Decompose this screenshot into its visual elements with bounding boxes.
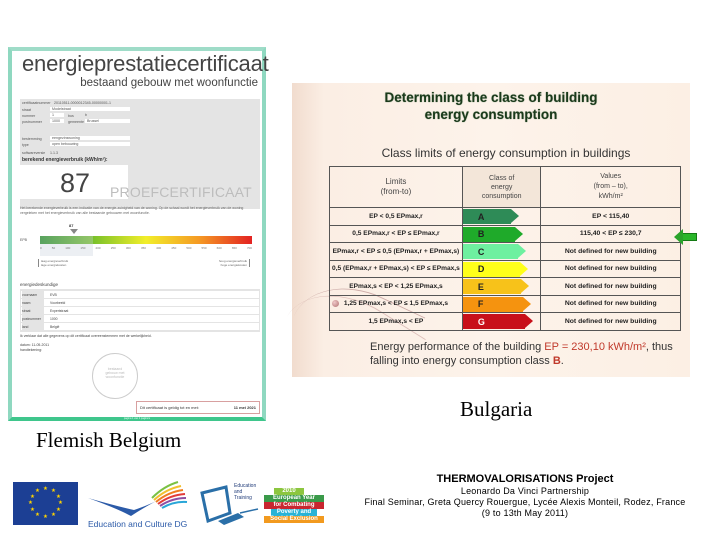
scale-legend-low — [38, 259, 68, 267]
ey-line: Social Exclusion — [264, 516, 324, 523]
star-icon: ★ — [56, 494, 61, 500]
ey-line: Poverty and — [271, 509, 317, 516]
field-certificate-number-label: certificaatnummer — [22, 101, 51, 105]
scale-legend-high — [219, 259, 250, 267]
stamp-line: woonfunctie — [105, 375, 125, 379]
header-text: (from-to) — [380, 187, 412, 196]
row-values: Not defined for new building — [541, 313, 681, 331]
stamp-line: bestaand — [107, 367, 123, 371]
field-bus-value: b — [85, 113, 87, 117]
field-street-label: straat — [22, 108, 31, 112]
expert-row-value: België — [50, 324, 60, 329]
field-bus-label: bus — [68, 114, 74, 118]
conformity-statement: Ik verklaar dat alle gegevens op dit certificaat overeenstemmen met de werkelijkheid. — [20, 334, 152, 338]
scale-tick: 350 — [140, 246, 146, 250]
row-limits: 1,25 EPmax,s < EP ≤ 1,5 EPmax,s — [330, 295, 463, 313]
scale-tick: 700 — [246, 246, 252, 250]
star-icon: ★ — [30, 494, 35, 500]
header-text: Values — [600, 173, 622, 180]
row-limits: 1,5 EPmax,s < EP — [330, 313, 463, 331]
table-row — [330, 243, 681, 261]
calculated-consumption-label: berekend energieverbruik (kWh/m²): — [22, 157, 108, 163]
energy-class-arrow-a: A — [463, 209, 511, 224]
stamp-line: gebouw met — [105, 371, 125, 375]
field-software-label: softwareversie — [22, 151, 46, 155]
row-values: Not defined for new building — [541, 278, 681, 296]
education-training-label — [234, 483, 256, 501]
field-certificate-number-value: 20110511-0000012345-00000001-1 — [54, 101, 112, 105]
expert-row-label: straat — [22, 307, 44, 314]
expert-row-value: Voorbeeld — [50, 300, 66, 305]
scale-tick: 100 — [65, 246, 71, 250]
result-text: Energy performance of the building — [370, 341, 545, 353]
project-info — [330, 472, 720, 519]
slide-title-line: energy consumption — [424, 107, 558, 122]
row-values: Not defined for new building — [541, 260, 681, 278]
field-type-label: type — [22, 143, 29, 147]
energy-class-arrow-g: G — [463, 314, 525, 329]
field-number-label: nummer — [22, 114, 36, 118]
expert-row — [21, 291, 259, 298]
energy-class-arrow-d: D — [463, 262, 520, 277]
header-text: kWh/m² — [598, 193, 623, 200]
scale-marker-value: 87 — [69, 223, 74, 228]
header-text: Limits — [385, 177, 407, 186]
ey-line: European Year — [264, 495, 324, 502]
star-icon: ★ — [28, 500, 33, 506]
result-line-2 — [370, 354, 673, 368]
energy-performance-result — [370, 340, 673, 368]
scale-tick: 550 — [201, 246, 207, 250]
scale-marker-arrow-icon — [70, 229, 78, 234]
expert-row — [21, 315, 259, 322]
scale-tick: 0 — [40, 246, 42, 250]
header-limits — [330, 167, 463, 208]
header-text: Class of — [489, 174, 515, 182]
row-class — [462, 225, 541, 243]
scale-tick: 400 — [156, 246, 162, 250]
validity-box — [136, 401, 260, 414]
table-header-row — [330, 167, 681, 208]
legend-low-cost: lage energiekosten — [41, 263, 67, 267]
energy-class-arrow-f: F — [463, 297, 523, 312]
row-limits: EPmax,s < EP < 1,25 EPmax,s — [330, 278, 463, 296]
project-dates: (9 to 13th May 2011) — [481, 508, 569, 518]
ey-line: for Combating — [264, 502, 324, 509]
energy-score: 87 — [60, 168, 91, 198]
scale-tick: 250 — [110, 246, 116, 250]
project-seminar: Final Seminar, Greta Quercy Rouergue, Lycée Alexis Monteil, Rodez, France — [364, 497, 686, 507]
result-line-1 — [370, 340, 673, 354]
table-row — [330, 225, 681, 243]
scale-tick: 50 — [51, 246, 56, 250]
field-postcode-label: postnummer — [22, 120, 42, 124]
row-class — [462, 208, 541, 226]
certificate-explanation: Het berekende energieverbruik is een indicatie van de energie-zuinigheid van de woning. Op de schaal wordt het energieverbruik van de woning vergeleken met het energieverbruik van alle bestaande gebouwen met woonfunctie. — [20, 206, 244, 215]
energy-class-arrow-e: E — [463, 279, 521, 294]
table-row — [330, 278, 681, 296]
caption-flemish-belgium: Flemish Belgium — [36, 428, 182, 452]
field-software-value: 1.1.3 — [50, 151, 58, 155]
field-destination-value: eengezinswoning — [52, 136, 80, 140]
legend-high-cost: hoge energiekosten — [220, 263, 247, 267]
ey-line: 2010 — [274, 488, 304, 495]
et-line: Education — [234, 483, 257, 489]
row-values: Not defined for new building — [541, 295, 681, 313]
validity-label: Dit certificaat is geldig tot en met: — [140, 405, 199, 410]
legend-high-consumption: hoog energieverbruik — [218, 259, 247, 263]
project-partnership: Leonardo Da Vinci Partnership — [460, 486, 590, 496]
scale-tick: 300 — [125, 246, 131, 250]
row-values: Not defined for new building — [541, 243, 681, 261]
expert-info-table — [20, 289, 260, 332]
scale-label: EPB — [20, 238, 28, 242]
energy-scale-ticks — [40, 246, 252, 250]
star-icon: ★ — [51, 512, 56, 518]
expert-row-label: naam — [22, 299, 44, 306]
flemish-energy-certificate-image — [8, 47, 269, 421]
energy-class-arrow-b: B — [463, 227, 515, 242]
expert-row-label: postnummer — [22, 315, 44, 322]
scale-tick: 150 — [80, 246, 86, 250]
result-text: . — [560, 355, 564, 367]
scale-tick: 450 — [171, 246, 177, 250]
star-icon: ★ — [43, 486, 48, 492]
field-municipality-value: Brussel — [87, 119, 99, 123]
energy-class-table — [329, 166, 681, 331]
eu-flag-logo — [13, 482, 78, 525]
certificate-page-footer: pagina 1 van 4 pagina's — [12, 417, 262, 421]
result-class-value: B — [552, 355, 561, 367]
validity-date: 11 mei 2021 — [233, 405, 256, 410]
signature-label: handtekening: — [20, 347, 42, 352]
expert-row — [21, 307, 259, 314]
expert-section-title: energiedeskundige — [20, 282, 59, 287]
expert-row — [21, 323, 259, 330]
scale-tick: 200 — [95, 246, 101, 250]
field-destination-label: bestemming — [22, 137, 42, 141]
row-limits: 0,5 EPmax,r < EP ≤ EPmax,r — [330, 225, 463, 243]
bulgaria-energy-class-slide — [292, 83, 690, 377]
scale-tick: 600 — [216, 246, 222, 250]
header-values — [541, 167, 681, 208]
header-text: consumption — [481, 192, 522, 200]
project-title: THERMOVALORISATIONS Project — [436, 473, 614, 485]
header-class — [462, 167, 541, 208]
star-icon: ★ — [51, 488, 56, 494]
row-class — [462, 243, 541, 261]
table-row — [330, 295, 681, 313]
et-line: Training — [234, 495, 252, 501]
certificate-date: datum: 11-05-2011 — [20, 343, 50, 347]
slide-title-line: Determining the class of building — [384, 90, 598, 105]
row-class — [462, 260, 541, 278]
header-text: energy — [490, 183, 513, 191]
table-row — [330, 208, 681, 226]
et-line: and — [234, 489, 243, 495]
row-class — [462, 278, 541, 296]
education-culture-dg-label: Education and Culture DG — [88, 519, 188, 529]
row-limits: EPmax,r < EP ≤ 0,5 (EPmax,r + EPmax,s) — [330, 243, 463, 261]
european-year-2010-logo — [264, 488, 324, 523]
sample-certificate-watermark: PROEFCERTIFICAAT — [110, 184, 252, 200]
stamp-text — [100, 367, 130, 379]
signature-block — [20, 343, 49, 352]
header-text: (from – to), — [593, 183, 628, 190]
expert-row-value: 1000 — [50, 316, 58, 321]
row-values: 115,40 < EP ≤ 230,7 — [541, 225, 681, 243]
star-icon: ★ — [58, 500, 63, 506]
slide-subtitle: Class limits of energy consumption in buildings — [381, 146, 631, 160]
result-text: , thus — [645, 341, 673, 353]
expert-row-value: Expertstraat — [50, 308, 69, 313]
row-limits: EP < 0,5 EPmax,r — [330, 208, 463, 226]
energy-class-arrow-c: C — [463, 244, 518, 259]
certificate-title: energieprestatiecertificaat — [22, 51, 269, 76]
row-limits: 0,5 (EPmax,r + EPmax,s) < EP ≤ EPmax,s — [330, 260, 463, 278]
table-row — [330, 260, 681, 278]
scale-tick: 650 — [231, 246, 237, 250]
star-icon: ★ — [35, 488, 40, 494]
star-icon: ★ — [56, 507, 61, 513]
certificate-subtitle: bestaand gebouw met woonfunctie — [80, 77, 258, 89]
field-street-value: Modelstraat — [52, 107, 71, 111]
star-icon: ★ — [43, 514, 48, 520]
field-municipality-label: gemeente — [68, 120, 84, 124]
expert-row-value: EVB — [50, 292, 57, 297]
expert-row-label: voornaam — [22, 291, 44, 298]
field-postcode-value: 1000 — [52, 119, 60, 123]
scale-tick: 500 — [186, 246, 192, 250]
expert-row — [21, 299, 259, 306]
arrow-shaft — [683, 233, 697, 241]
result-ep-value: EP = 230,10 kWh/m² — [544, 341, 646, 353]
arrow-head — [674, 229, 683, 245]
caption-bulgaria: Bulgaria — [460, 397, 533, 421]
row-class — [462, 295, 541, 313]
expert-row-label: land — [22, 323, 44, 330]
table-row — [330, 313, 681, 331]
field-type-value: open bebouwing — [52, 142, 79, 146]
star-icon: ★ — [35, 512, 40, 518]
row-values: EP < 115,40 — [541, 208, 681, 226]
field-number-value: 1 — [52, 113, 54, 117]
row-class — [462, 313, 541, 331]
slide-title — [292, 89, 690, 123]
star-icon: ★ — [30, 507, 35, 513]
legend-low-consumption: laag energieverbruik — [41, 259, 69, 263]
result-text: falling into energy consumption class — [370, 355, 553, 367]
